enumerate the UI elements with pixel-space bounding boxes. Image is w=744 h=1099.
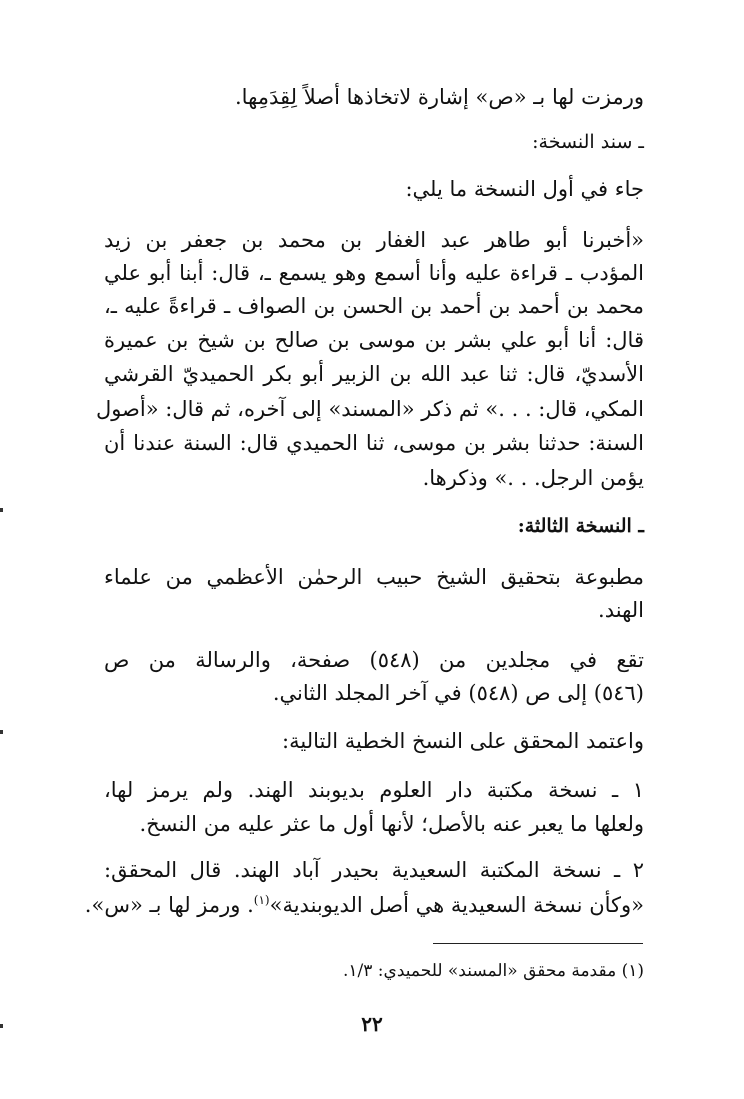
text-line: الهند. xyxy=(598,598,644,622)
section-heading-third-copy: ـ النسخة الثالثة: xyxy=(517,515,644,537)
footnote: (١) مقدمة محقق «المسند» للحميدي: ١/٣. xyxy=(343,961,644,981)
margin-mark xyxy=(0,1024,3,1028)
footnote-reference: (١) xyxy=(253,893,270,907)
page-number: ٢٢ xyxy=(361,1012,383,1036)
text-line: واعتمد المحقق على النسخ الخطية التالية: xyxy=(282,729,644,753)
section-heading-chain: ـ سند النسخة: xyxy=(532,131,644,153)
margin-mark xyxy=(0,730,3,734)
list-item-continuation: ولعلها ما يعبر عنه بالأصل؛ لأنها أول ما عثر عليه من النسخ. xyxy=(139,812,644,836)
list-item: ٢ ـ نسخة المكتبة السعيدية بحيدر آباد الهند. قال المحقق: xyxy=(104,858,644,882)
text-line: قال: أنا أبو علي بشر بن موسى بن صالح بن شيخ بن عميرة xyxy=(104,328,644,352)
text-line: مطبوعة بتحقيق الشيخ حبيب الرحمٰن الأعظمي من علماء xyxy=(104,565,644,589)
text-line: السنة: حدثنا بشر بن موسى، ثنا الحميدي قال: السنة عندنا أن xyxy=(104,431,644,455)
text-line: الأسديّ، قال: ثنا عبد الله بن الزبير أبو بكر الحميديّ القرشي xyxy=(104,362,644,386)
text-line: ورمزت لها بـ «ص» إشارة لاتخاذها أصلاً لِقِدَمِها. xyxy=(235,85,644,109)
margin-mark xyxy=(0,508,3,512)
text-line: المؤدب ـ قراءة عليه وأنا أسمع وهو يسمع ـ، قال: أبنا أبو علي xyxy=(104,261,644,285)
text-line: جاء في أول النسخة ما يلي: xyxy=(405,177,644,201)
footnote-separator xyxy=(433,943,643,944)
text-line: تقع في مجلدين من (٥٤٨) صفحة، والرسالة من ص xyxy=(104,648,644,672)
text-line: يؤمن الرجل. . .» وذكرها. xyxy=(422,466,644,490)
quote-text: «وكأن نسخة السعيدية هي أصل الديوبندية» xyxy=(269,893,644,917)
text-line: المكي، قال: . . .» ثم ذكر «المسند» إلى آخره، ثم قال: «أصول xyxy=(95,397,644,421)
text-line: «أخبرنا أبو طاهر عبد الغفار بن محمد بن جعفر بن زيد xyxy=(104,228,644,252)
quote-tail: . ورمز لها بـ «س». xyxy=(84,893,254,917)
list-item-continuation xyxy=(84,890,644,920)
list-item: ١ ـ نسخة مكتبة دار العلوم بديوبند الهند. ولم يرمز لها، xyxy=(104,778,644,802)
text-line: (٥٤٦) إلى ص (٥٤٨) في آخر المجلد الثاني. xyxy=(272,681,644,705)
text-line: محمد بن أحمد بن أحمد بن الحسن بن الصواف ـ قراءةً عليه ـ، xyxy=(104,294,644,318)
